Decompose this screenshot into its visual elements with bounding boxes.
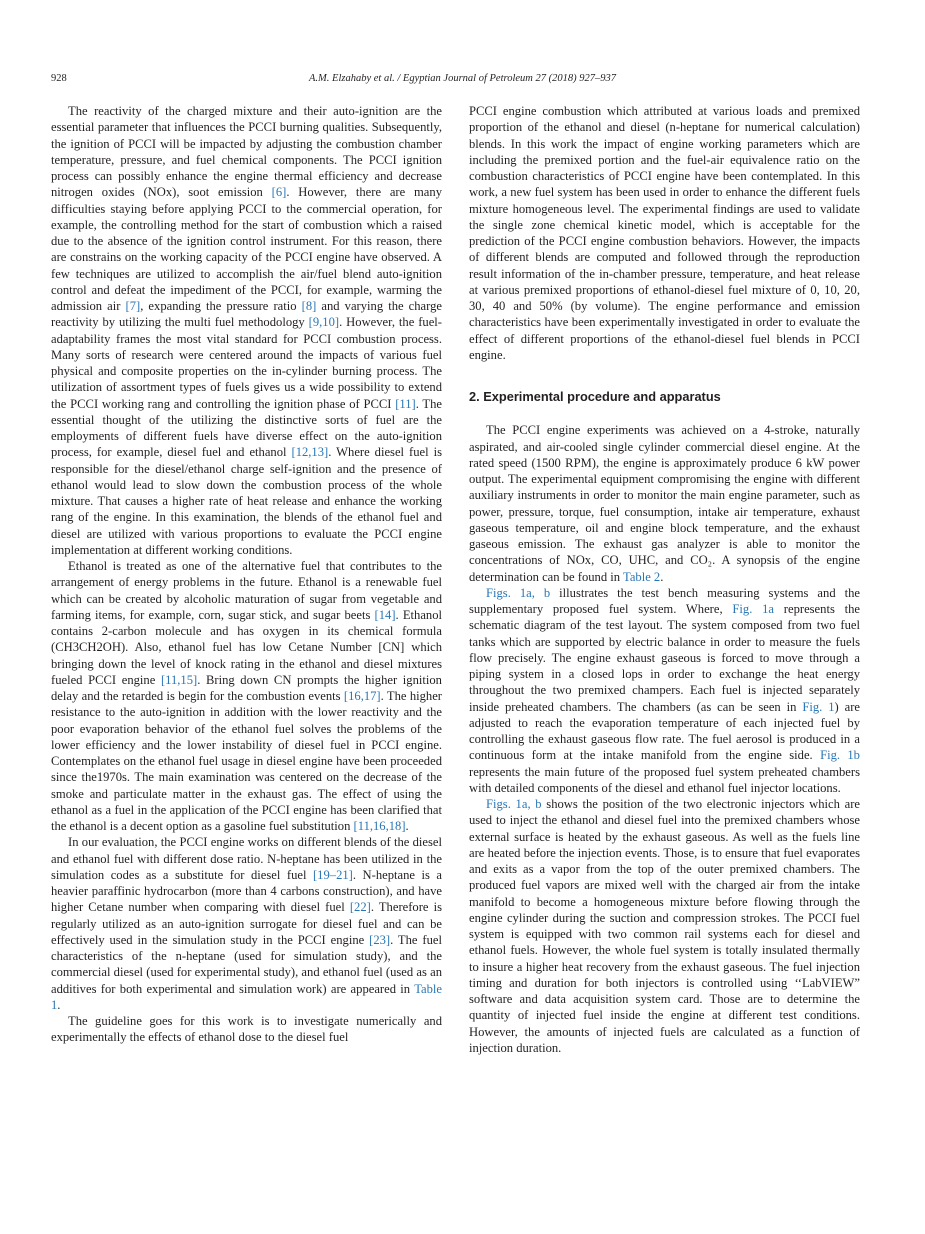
paragraph: The PCCI engine experiments was achieved on a 4-stroke, naturally aspirated, and air-cooled single cylinder commercial diesel engine. At the rated speed (1500 RPM), the engine is approximately produce 6 kW power output. The experimental equipment compromising the engine with different auxiliary instruments in order to monitor the main engine parameter, such as power, pressure, torque, fuel consumption, intake air temperature, exhaust gaseous temperature, oil and engine block temperature, and the exhaust gaseous emission. The exhaust gas analyzer is able to monitor the concentrations of NOx, CO, UHC, and CO₂. A synopsis of the engine determination can be found in Table 2. <box>469 423 860 584</box>
citation-link[interactable]: Fig. 1a <box>732 602 775 616</box>
paragraph: Figs. 1a, b illustrates the test bench measuring systems and the supplementary proposed fuel system. Where, Fig. 1a represents the schematic diagram of the test layout. The system composed from two fuel tanks which are supported by electric balance in order to measure the fuels flow precisely. The engine exhaust gaseous is forced to move through a piping system in a closed lops in order to exchange the heat energy throughout the two premixed champers. Each fuel is injected separately inside preheated chambers. The chambers (as can be seen in Fig. 1) are adjusted to reach the evaporation temperature of each injected fuel by controlling the exhaust gaseous flow rate. The fuel aerosol is produced in a continuous form at the intake manifold from the engine side. Fig. 1b represents the main future of the proposed fuel system preheated chambers with detailed components of the diesel and ethanol fuel injector locations. <box>469 585 861 795</box>
citation-link[interactable]: [14] <box>374 607 396 622</box>
citation-link[interactable]: [22] <box>349 900 371 915</box>
citation-link[interactable]: [16,17] <box>343 689 381 703</box>
paragraph: In our evaluation, the PCCI engine works on different blends of the diesel and ethanol fuel with different dose ratio. N-heptane has been utilized in the simulation codes as a substitute for diesel fuel [19–21]. N-heptane is a heavier paraffinic hydrocarbon (more than 4 carbons construction), and have higher Cetane number when comparing with diesel fuel [22]. Therefore is regularly utilized as an auto-ignition surrogate for diesel fuel and can be effectively used in the simulation study in the PCCI engine [23]. The fuel characteristics of the n-heptane (used for simulation study), and the commercial diesel (used for experimental study), and ethanol fuel (used as an additives for both experimental and simulation work) are appeared in Table 1. <box>51 835 442 1012</box>
page-number: 928 <box>51 73 67 84</box>
paragraph: The reactivity of the charged mixture and their auto-ignition are the essential parameter that influences the PCCI burning qualities. Subsequently, the ignition of PCCI will be impacted by adjusting the combustion chamber temperature, pressure, and fuel chemical components. The PCCI ignition process can possibly enhance the engine thermal efficiency and decrease nitrogen oxides (NOx), soot emission [6]. However, there are many difficulties staying before applying PCCI to the commercial operation, for example, the controlling method for the start of combustion which a raised due to the absence of the ignition control instrument. For this reason, there are constrains on the working capacity of the PCCI engine have observed. A few techniques are utilized to accomplish the air/fuel blend auto-ignition control and defeat the impediment of the PCCI, for example, warming the admission air [7], expanding the pressure ratio [8] and varying the charge reactivity by utilizing the multi fuel methodology [9,10]. However, the fuel-adaptability frames the most vital standard for PCCI combustion process. Many sorts of research were centered around the impacts of various fuel physical and composite properties on the in-cylinder burning process. The utilization of assortment types of fuels gives us a wide possibility to extend the PCCI working rang and controlling the ignition phase of PCCI [11]. The essential thought of the utilizing the distinctive sorts of fuel are the employments of different fuels have diverse effect on the auto-ignition process, for example, diesel fuel and ethanol [12,13]. Where diesel fuel is responsible for the diesel/ethanol charge self-ignition and the presence of ethanol would lead to slow down the combustion process of the whole mixture. That causes a higher rate of heat release and enhance the working rang of the engine. In this examination, the blends of the ethanol fuel and diesel are utilized with various proportions to evaluate the PCCI engine implementation at different working conditions. <box>51 104 442 557</box>
right-column <box>469 103 860 1056</box>
citation-link[interactable]: [11,15] <box>160 672 198 687</box>
paragraph: Figs. 1a, b shows the position of the two electronic injectors which are used to inject the ethanol and diesel fuel into the premixed chambers whose external surface is heated by the exhaust gaseous. As well as the fuels line are heated before the injection events. Those, is to ensure that fuel evaporates and exits as a vapor from the top of the outer premixed chambers. The produced fuel vapors are mixed well with the charged air from the intake manifold to become a homogeneous mixture before flowing through the engine cylinder during the suction and compression strokes. The PCCI fuel system is equipped with two common rail systems each for diesel and ethanol fuels. However, the whole fuel system is totally insulated thermally to insure a higher heat recovery from the exhaust gaseous. The fuel injection timing and duration for both injectors is controlled using ‘‘LabVIEW” software and data acquisition system card. Those are to determine the quantity of injected fuel inside the engine at different test conditions. However, the amounts of injected fuels are calculated as a function of injection duration. <box>469 797 860 1055</box>
citation-link[interactable]: Figs. 1a, b <box>486 797 542 811</box>
citation-link[interactable]: [11,16,18] <box>353 819 406 833</box>
paragraph: PCCI engine combustion which attributed at various loads and premixed proportion of the ethanol and diesel (n-heptane for numerical calculation) blends. In this work the impact of engine working parameters which are including the premixed portion and the fuel-air equivalence ratio on the combustion characteristics of PCCI engine have been contemplated. In this work, a new fuel system has been used in order to enhance the different fuels mixture homogeneous level. The experimental findings are used to validate the single zone chemical kinetic model, which is acceptable for the prediction of the PCCI engine combustion behaviors. However, the impacts of different blends are computed and followed through the reproduction result information of the in-chamber pressure, temperature, and heat release at various premixed proportions of ethanol-diesel fuel mixture of 0, 10, 20, 30, 40 and 50% (by volume). The engine performance and emission characteristics have been experimentally investigated in order to evaluate the effect of different proportions of the ethanol-diesel fuel blends in PCCI engine. <box>469 104 860 362</box>
citation-link[interactable]: [23] <box>369 932 391 947</box>
citation-link[interactable]: Table 2 <box>623 569 661 584</box>
left-column <box>51 103 442 1046</box>
citation-link[interactable]: Figs. 1a, b <box>486 585 551 600</box>
citation-link[interactable]: [9,10] <box>308 315 340 330</box>
citation-link[interactable]: [6] <box>271 185 287 200</box>
citation-link[interactable]: [7] <box>125 299 141 313</box>
citation-link[interactable]: [19–21] <box>312 867 353 882</box>
citation-link[interactable]: Fig. 1 <box>802 699 835 714</box>
citation-link[interactable]: [8] <box>301 299 317 313</box>
citation-link[interactable]: Fig. 1b <box>820 748 860 763</box>
section-heading: 2. Experimental procedure and apparatus <box>469 389 721 404</box>
paragraph: Ethanol is treated as one of the alternative fuel that contributes to the arrangement of energy problems in the future. Ethanol is a renewable fuel which can be created by alcoholic maturation of sugar from vegetable and farming items, for example, corn, sugar stick, and sugar beets [14]. Ethanol contains 2-carbon molecule and has oxygen in its chemical formula (CH3CH2OH). Also, ethanol fuel has low Cetane Number [CN] which bringing down the level of knock rating in the ethanol and diesel mixtures fueled PCCI engine [11,15]. Bring down CN prompts the higher ignition delay and the retarded is begin for the combustion events [16,17]. The higher resistance to the auto-ignition in addition with the lower reactivity and the poor evaporation behavior of the ethanol fuel solves the problems of the lower efficiency and the lower instability of diesel fuel in PCCI engine. Contemplates on the ethanol fuel usage in diesel engine have been proceeded since the1970s. The main examination was centered on the decrease of the smoke and particulate matter in the exhaust gas. The effect of using the ethanol as a fuel in the application of the PCCI engine has been clarified that the ethanol is a decent option as a gasoline fuel substitution [11,16,18]. <box>51 559 443 833</box>
citation-link[interactable]: Table 1 <box>51 981 442 1012</box>
citation-link[interactable]: [12,13] <box>291 445 329 460</box>
citation-link[interactable]: [11] <box>395 396 416 411</box>
running-head: A.M. Elzahaby et al. / Egyptian Journal of Petroleum 27 (2018) 927–937 <box>309 73 616 84</box>
paragraph: The guideline goes for this work is to investigate numerically and experimentally the effects of ethanol dose to the diesel fuel <box>51 1014 442 1045</box>
